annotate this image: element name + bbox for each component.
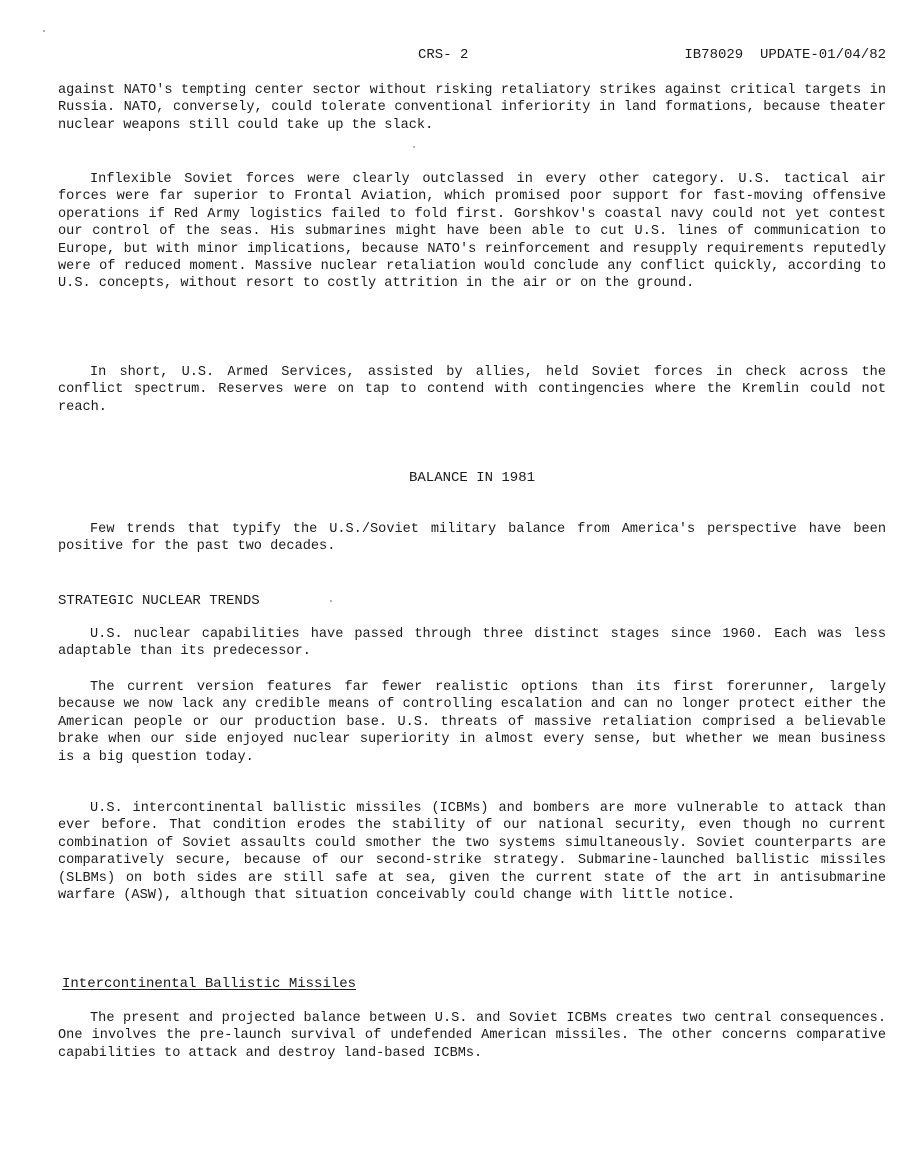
section-heading-balance: BALANCE IN 1981 [408,470,536,486]
scan-speck [413,146,415,148]
page-header [58,46,886,64]
scan-speck [43,30,45,32]
paragraph-continuation: against NATO's tempting center sector without risking retaliatory strikes against critical targets in Russia. NATO, conversely, could tolerate conventional inferiority in land formations, because theater nuclear weapons still could take up the slack. [58,83,886,133]
paragraph-icbm-balance: The present and projected balance between U.S. and Soviet ICBMs creates two central consequences. One involves the pre-launch survival of undefended American missiles. The other concerns comparative capabilities to attack and destroy land-based ICBMs. [58,1011,886,1061]
paragraph-current-version: The current version features far fewer realistic options than its first forerunner, largely because we now lack any credible means of controlling escalation and can no longer protect either the American people or our production base. U.S. threats of massive retaliation comprised a believable brake when our side enjoyed nuclear superiority in almost every sense, but whether we mean business is a big question today. [58,680,886,765]
page-number: CRS- 2 [418,47,469,63]
paragraph-nuclear-stages: U.S. nuclear capabilities have passed through three distinct stages since 1960. Each was less adaptable than its predecessor. [58,627,886,660]
scan-speck [330,600,332,602]
subheading-icbm: Intercontinental Ballistic Missiles [62,976,357,992]
document-page [58,0,886,1172]
paragraph-few-trends: Few trends that typify the U.S./Soviet military balance from America's perspective have been positive for the past two decades. [58,522,886,555]
document-id: IB78029 UPDATE-01/04/82 [684,47,886,63]
section-heading-strategic-nuclear: STRATEGIC NUCLEAR TRENDS [58,593,260,609]
paragraph-soviet-forces: Inflexible Soviet forces were clearly outclassed in every other category. U.S. tactical air forces were far superior to Frontal Aviation, which promised poor support for fast-moving offensive operations if Red Army logistics failed to fold first. Gorshkov's coastal navy could not yet contest our control of the seas. His submarines might have been able to cut U.S. lines of communication to Europe, but with minor implications, because NATO's reinforcement and resupply requirements reputedly were of reduced moment. Massive nuclear retaliation would conclude any conflict quickly, according to U.S. concepts, without resort to costly attrition in the air or on the ground. [58,172,886,292]
paragraph-icbm-bombers: U.S. intercontinental ballistic missiles (ICBMs) and bombers are more vulnerable to attack than ever before. That condition erodes the stability of our national security, even though no current combination of Soviet assaults could smother the two systems simultaneously. Soviet counterparts are comparatively secure, because of our second-strike strategy. Submarine-launched ballistic missiles (SLBMs) on both sides are still safe at sea, given the current state of the art in antisubmarine warfare (ASW), although that situation conceivably could change with little notice. [58,801,886,904]
paragraph-in-short: In short, U.S. Armed Services, assisted by allies, held Soviet forces in check across the conflict spectrum. Reserves were on tap to contend with contingencies where the Kremlin could not reach. [58,365,886,415]
